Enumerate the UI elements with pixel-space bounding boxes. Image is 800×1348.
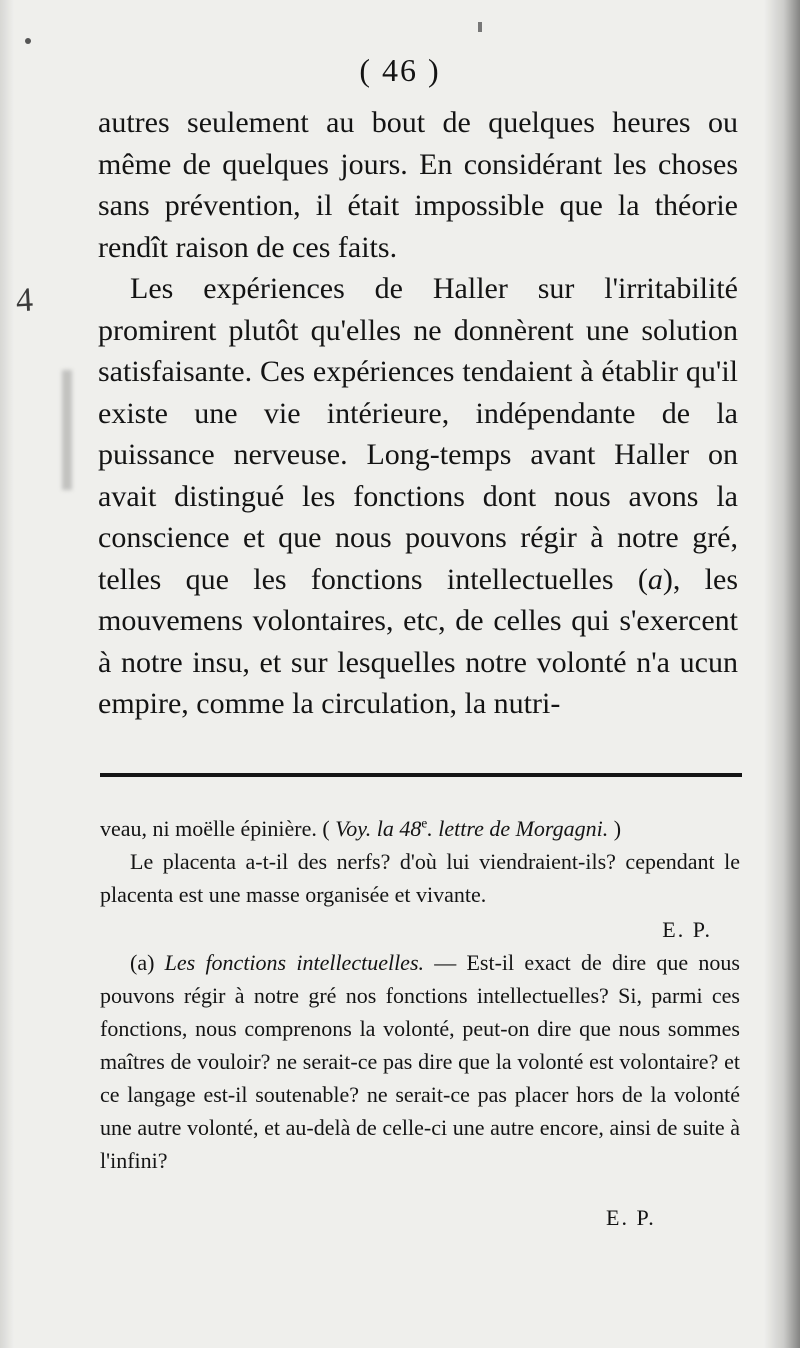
handwritten-margin-note: 4 (15, 281, 34, 320)
footnote-1 (100, 812, 740, 845)
footnote-a-title: Les fonctions intellectuelles. (164, 950, 425, 975)
footnote-a (100, 946, 740, 1177)
footnote-1-start: veau, ni moëlle épinière. ( (100, 816, 336, 841)
signature-1: E. P. (662, 917, 712, 942)
footnote-1-voy: Voy. la 48 (335, 816, 422, 841)
paragraph-2-part-1: Les expériences de Haller sur l'irritabilité promirent plutôt qu'elles ne donnèrent une solution satisfaisante. Ces expériences tendaient à établir qu'il existe une vie intérieure, indépendante de la puissance nerveuse. Long-temps avant Haller on avait distingué les fonctions dont nous avons la conscience et que nous pouvons régir à notre gré, telles que les fonctions intellectuelles ( (98, 272, 738, 596)
footnote-1-sup: e (421, 815, 428, 831)
footnote-a-label: (a) (130, 950, 165, 975)
footnote-divider (100, 773, 742, 777)
page-binding-shadow (764, 0, 800, 1348)
signature-2: E. P. (606, 1205, 656, 1230)
ink-mark (478, 22, 482, 32)
footnote-1-continuation: Le placenta a-t-il des nerfs? d'où lui viendraient-ils? cependant le placenta est une masse organisée et vivante. (100, 849, 740, 907)
footnote-1-ref: . lettre de Morgagni. (427, 816, 609, 841)
footnote-ref-a: a (647, 562, 663, 596)
footnotes (100, 812, 740, 1234)
ink-speck (25, 38, 31, 44)
footnote-1-end: ) (608, 816, 622, 841)
paragraph-2 (98, 268, 738, 725)
page-number: ( 46 ) (359, 52, 441, 88)
page-left-shadow (0, 0, 14, 1348)
footnote-a-text: — Est-il exact de dire que nous pouvons régir à notre gré nos fonctions intellectuelles? Si, parmi ces fonctions, nous comprenons la volonté, peut-on dire que nous sommes maîtres de vouloir? ne serait-ce pas dire que la volonté est volontaire? et ce langage est-il soutenable? ne serait-ce pas placer hors de la volonté une autre volonté, et au-delà de celle-ci une autre encore, ainsi de suite à l'infini? (100, 950, 740, 1173)
margin-stain (62, 370, 72, 490)
paragraph-2-part-2: ), les mouvemens volontaires, etc, de celles qui s'exercent à notre insu, et sur lesquelles notre volonté n'a ucun empire, comme la circulation, la nutri- (98, 562, 738, 720)
main-text (98, 102, 738, 725)
paragraph-1: autres seulement au bout de quelques heures ou même de quelques jours. En considérant les choses sans prévention, il était impossible que la théorie rendît raison de ces faits. (98, 106, 738, 264)
